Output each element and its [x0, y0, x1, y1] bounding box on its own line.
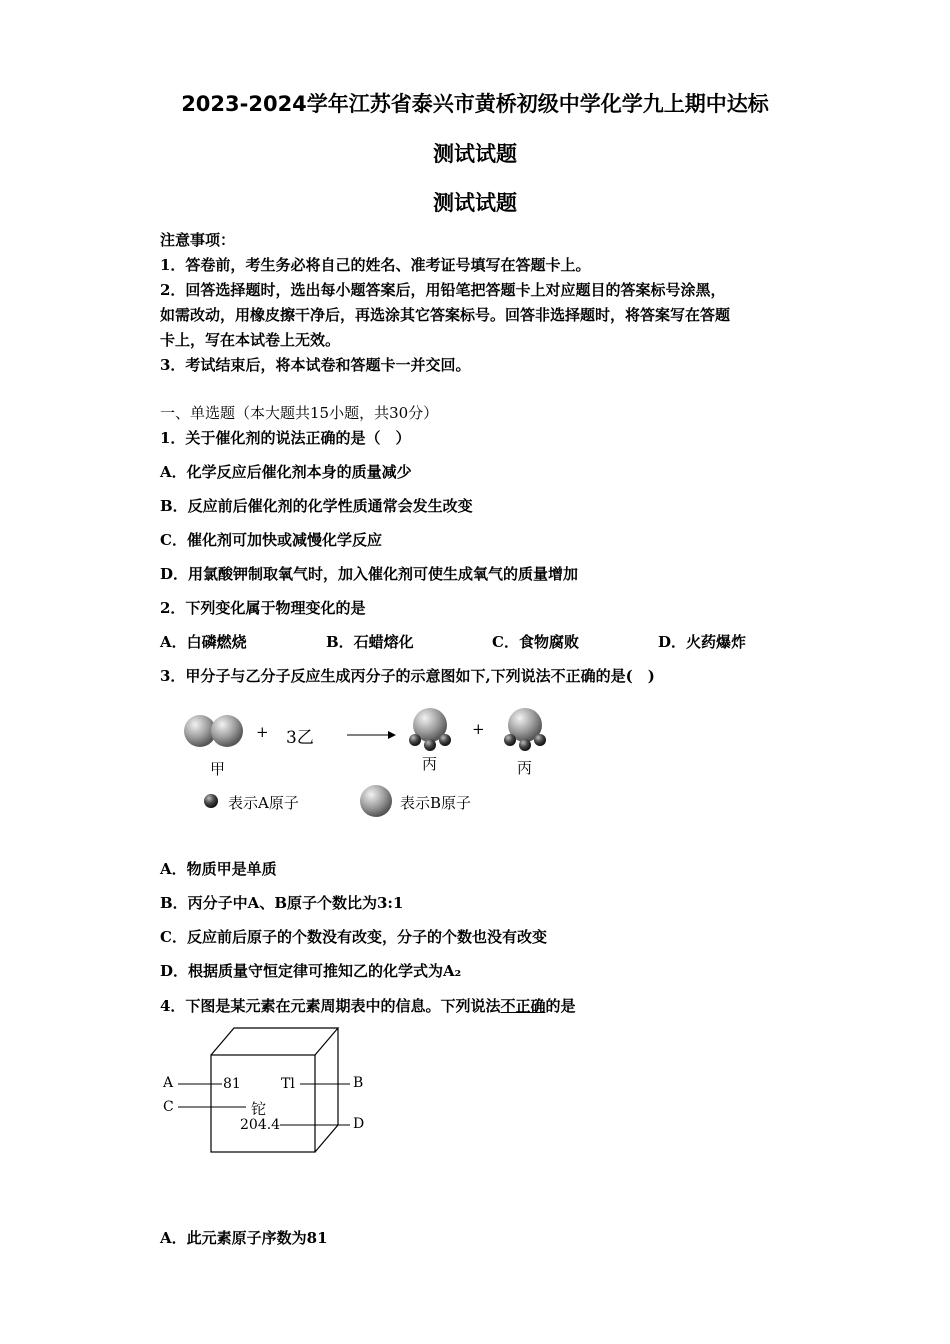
q4-option-a: A．此元素原子序数为81 [160, 1229, 328, 1247]
q3-option-a: A．物质甲是单质 [160, 860, 277, 878]
q1-option-d: D．用氯酸钾制取氧气时，加入催化剂可使生成氧气的质量增加 [160, 565, 579, 583]
exam-title-line3: 测试试题 [433, 191, 517, 215]
notice-heading: 注意事项： [160, 231, 236, 249]
q3-legend-b: 表示B原子 [400, 794, 472, 812]
reaction-arrow-head [388, 731, 396, 739]
q3-option-d: D．根据质量守恒定律可推知乙的化学式为A₂ [160, 962, 462, 980]
q4-label-c: C [163, 1099, 174, 1115]
q4-label-a: A [163, 1075, 174, 1091]
notice-item: 2．回答选择题时，选出每小题答案后，用铅笔把答题卡上对应题目的答案标号涂黑， [160, 281, 726, 299]
notice-item: 3．考试结束后，将本试卷和答题卡一并交回。 [160, 356, 471, 374]
q4-element-cube-svg [160, 1025, 380, 1155]
q2-stem: 2．下列变化属于物理变化的是 [160, 599, 366, 617]
legend-atom-a-icon [204, 794, 218, 808]
exam-title-line2: 测试试题 [433, 142, 517, 166]
notice-item: 卡上，写在本试卷上无效。 [160, 331, 341, 349]
q3-reactant-yi: 3乙 [286, 728, 314, 748]
q4-stem-prefix: 4．下图是某元素在元素周期表中的信息。下列说法 [160, 997, 501, 1015]
q1-option-a: A．化学反应后催化剂本身的质量减少 [160, 463, 412, 481]
molecule-bing-atom-a [439, 734, 451, 746]
q3-plus-sign: + [256, 723, 269, 741]
q2-option-a: A．白磷燃烧 [160, 633, 247, 651]
cube-top-edge [211, 1028, 338, 1055]
q3-label-bing-2: 丙 [517, 759, 533, 777]
q4-label-d: D [353, 1116, 365, 1132]
q4-label-b: B [353, 1075, 364, 1091]
exam-title-line1: 2023-2024学年江苏省泰兴市黄桥初级中学化学九上期中达标 [181, 92, 769, 116]
q3-plus-sign-2: + [472, 720, 485, 738]
molecule-jia-atom-b [211, 715, 243, 747]
notice-item: 1．答卷前，考生务必将自己的姓名、准考证号填写在答题卡上。 [160, 256, 591, 274]
section-heading: 一、单选题（本大题共15小题，共30分） [160, 404, 439, 422]
q2-option-b: B．石蜡熔化 [326, 633, 414, 651]
molecule-bing-atom-a [424, 739, 436, 751]
q3-stem: 3．甲分子与乙分子反应生成丙分子的示意图如下,下列说法不正确的是( ) [160, 667, 655, 685]
q4-element-cube-diagram [160, 1025, 380, 1155]
q1-option-c: C．催化剂可加快或减慢化学反应 [160, 531, 382, 549]
molecule-bing-atom-a [519, 739, 531, 751]
molecule-bing-atom-a [409, 734, 421, 746]
q3-option-c: C．反应前后原子的个数没有改变，分子的个数也没有改变 [160, 928, 547, 946]
q4-element-symbol: Tl [281, 1076, 295, 1092]
q2-option-d: D．火药爆炸 [658, 633, 747, 651]
q2-options [160, 631, 824, 652]
q4-stem-suffix: 的是 [545, 997, 576, 1015]
q2-option-c: C．食物腐败 [492, 633, 579, 651]
q3-legend-a: 表示A原子 [228, 794, 299, 812]
q4-stem [160, 995, 575, 1016]
q3-label-jia: 甲 [210, 760, 226, 778]
q4-stem-underlined: 不正确 [500, 997, 546, 1015]
molecule-bing-atom-a [534, 734, 546, 746]
cube-right-edge [315, 1028, 338, 1152]
q1-stem: 1．关于催化剂的说法正确的是（ ） [160, 429, 411, 447]
q4-atomic-mass: 204.4 [240, 1117, 281, 1133]
q1-option-b: B．反应前后催化剂的化学性质通常会发生改变 [160, 497, 473, 515]
q3-label-bing-1: 丙 [422, 755, 438, 773]
q3-option-b: B．丙分子中A、B原子个数比为3:1 [160, 894, 404, 912]
molecule-bing-atom-a [504, 734, 516, 746]
notice-item: 如需改动，用橡皮擦干净后，再选涂其它答案标号。回答非选择题时，将答案写在答题 [160, 306, 731, 324]
q4-atomic-number: 81 [223, 1076, 241, 1092]
legend-atom-b-icon [360, 785, 392, 817]
q3-reaction-diagram [170, 700, 590, 830]
q4-element-name: 铊 [251, 1100, 267, 1118]
